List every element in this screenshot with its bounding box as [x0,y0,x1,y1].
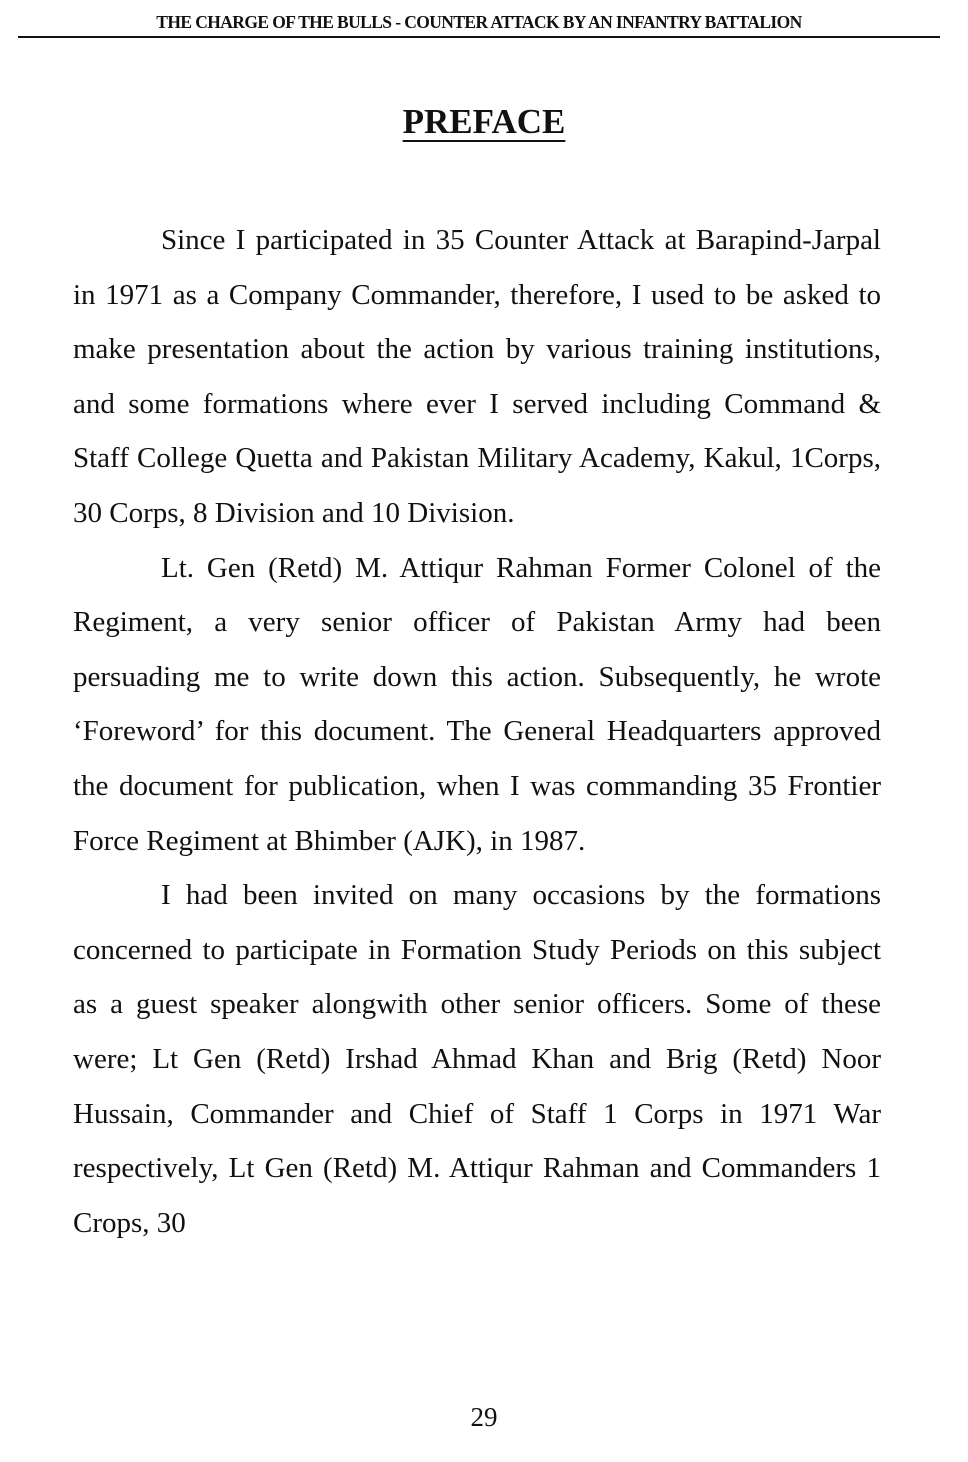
page-number: 29 [470,1402,498,1432]
page-title-text: PREFACE [402,102,566,141]
running-header: THE CHARGE OF THE BULLS - COUNTER ATTACK BY AN INFANTRY BATTALION [18,12,940,38]
paragraph: Lt. Gen (Retd) M. Attiqur Rahman Former Colonel of the Regiment, a very senior officer of Pakistan Army had been persuading me to write down this action. Subsequently, he wrote ‘Foreword’ for this document. The General Headquarters approved the document for publication, when I was commanding 35 Frontier Force Regiment at Bhimber (AJK), in 1987. [73,551,881,857]
paragraph: I had been invited on many occasions by the formations concerned to participate in Formation Study Periods on this subject as a guest speaker alongwith other senior officers. Some of these were; Lt Gen (Retd) Irshad Ahmad Khan and Brig (Retd) Noor Hussain, Commander and Chief of Staff 1 Corps in 1971 War respectively, Lt Gen (Retd) M. Attiqur Rahman and Commanders 1 Crops, 30 [73,879,881,1239]
body-text [73,213,881,1250]
paragraph: Since I participated in 35 Counter Attack at Barapind-Jarpal in 1971 as a Company Commander, therefore, I used to be asked to make presentation about the action by various training institutions, and some formations where ever I served including Command & Staff College Quetta and Pakistan Military Academy, Kakul, 1Corps, 30 Corps, 8 Division and 10 Division. [73,224,881,529]
page-title [0,100,968,144]
